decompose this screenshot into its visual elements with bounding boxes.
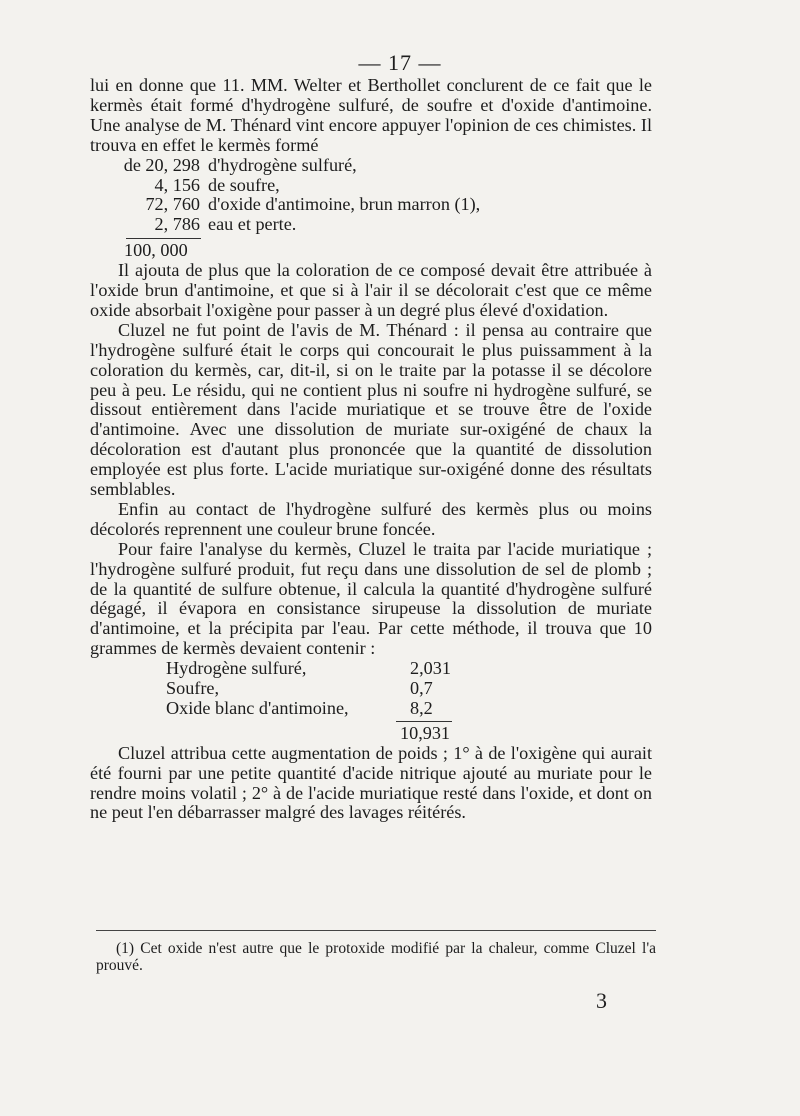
main-text (90, 76, 652, 823)
table-value: 72, 760 (145, 194, 200, 215)
paragraph-3: Cluzel ne fut point de l'avis de M. Thénard : il pensa au contraire que l'hydrogène sulfuré était le corps qui concourait le plus puissamment à la coloration du kermès, car, dit-il, si on le traite par la potasse il se décolore peu à peu. Le résidu, qui ne contient plus ni soufre ni hydrogène sulfuré, se dissout entièrement dans l'acide muriatique et se trouve être de l'oxide d'antimoine. Avec une dissolution de muriate sur-oxigéné de chaux la décoloration est d'autant plus prononcée que la quantité de dissolution employée est plus forte. L'acide muriatique sur-oxigéné donne des résultats semblables. (90, 319, 652, 500)
thenard-analysis-table (90, 156, 652, 261)
table-value: 2, 786 (154, 214, 200, 235)
table-label: Soufre, (166, 678, 220, 699)
sum-rule (396, 721, 452, 722)
paragraph-4: Enfin au contact de l'hydrogène sulfuré des kermès plus ou moins décolorés reprennent une couleur brune foncée. (90, 498, 652, 539)
cluzel-analysis-table (90, 659, 652, 744)
table-row (90, 195, 652, 215)
table-total-row (90, 724, 652, 744)
signature-mark: 3 (596, 988, 607, 1013)
sum-rule (126, 238, 201, 239)
table-value: 0,7 (410, 678, 433, 699)
footnote-rule (96, 930, 656, 931)
table-label: Oxide blanc d'antimoine, (166, 697, 349, 718)
page-number: — 17 — (358, 50, 442, 75)
table-value: de 20, 298 (123, 154, 200, 175)
table-row (90, 176, 652, 196)
table-row (90, 215, 652, 235)
table-value: 8,2 (410, 697, 433, 718)
paragraph-1: lui en donne que 11. MM. Welter et Berthollet conclurent de ce fait que le kermès était formé d'hydrogène sulfuré, de soufre et d'oxide d'antimoine. Une analyse de M. Thénard vint encore appuyer l'opinion de ces chimistes. Il trouva en effet le kermès formé (90, 75, 652, 155)
table-label: de soufre, (208, 174, 280, 195)
table-label: d'hydrogène sulfuré, (208, 154, 357, 175)
table-label: d'oxide d'antimoine, brun marron (1), (208, 194, 481, 215)
paragraph-2: Il ajouta de plus que la coloration de ce composé devait être attribuée à l'oxide brun d'antimoine, et que si à l'air il se décolorait c'est que ce même oxide absorbait l'oxigène pour passer à un degré plus élevé d'oxidation. (90, 260, 652, 320)
table-total: 10,931 (400, 722, 451, 743)
paragraph-6: Cluzel attribua cette augmentation de poids ; 1° à de l'oxigène qui aurait été fourni par une petite quantité d'acide nitrique ajouté au muriate pour le rendre moins volatil ; 2° à de l'acide muriatique resté dans l'oxide, et dont on ne peut l'en débarrasser malgré des lavages réitérés. (90, 742, 652, 823)
table-row (90, 699, 652, 719)
paragraph-5: Pour faire l'analyse du kermès, Cluzel le traita par l'acide muriatique ; l'hydrogène sulfuré produit, fut reçu dans une dissolution de sel de plomb ; de la quantité de sulfure obtenue, il calcula la quantité d'hydrogène sulfuré dégagé, il évapora en consistance sirupeuse la dissolution de muriate d'antimoine, et la précipita par l'eau. Par cette méthode, il trouva que 10 grammes de kermès devaient contenir : (90, 538, 652, 659)
table-row (90, 679, 652, 699)
table-total: 100, 000 (124, 240, 188, 261)
table-row (90, 156, 652, 176)
table-label: Hydrogène sulfuré, (166, 658, 307, 679)
table-value: 4, 156 (154, 174, 200, 195)
table-label: eau et perte. (208, 214, 297, 235)
table-value: 2,031 (410, 658, 451, 679)
table-row (90, 659, 652, 679)
footnote: (1) Cet oxide n'est autre que le protoxide modifié par la chaleur, comme Cluzel l'a prouvé. (96, 940, 656, 974)
